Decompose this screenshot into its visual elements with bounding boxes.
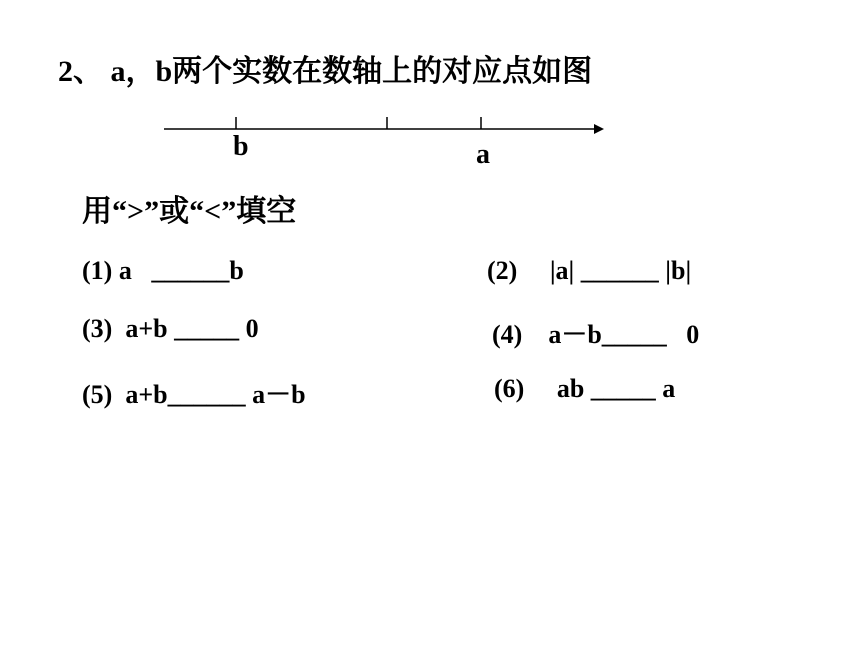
problem-title: 2、 a，b两个实数在数轴上的对应点如图 [58,55,593,88]
instruction: 用“>”或“<”填空 [82,195,297,228]
point-label-a: a [476,139,490,170]
point-label-b: b [233,131,249,162]
item-3: (3) a+b _____ 0 [82,314,259,343]
number-line-arrow [594,124,604,134]
item-6: (6) ab _____ a [494,374,676,403]
item-5: (5) a+b______ a－b [82,380,306,409]
item-4: (4) a－b_____ 0 [492,320,700,349]
item-1: (1) a ______b [82,256,244,285]
item-2: (2) |a| ______ |b| [487,256,692,285]
